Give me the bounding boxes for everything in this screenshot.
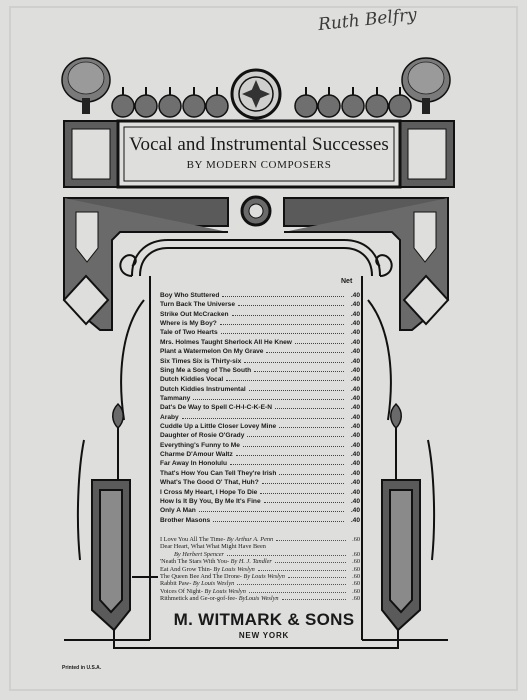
song-composer: - By Louis Weslyn <box>239 572 285 580</box>
song-row <box>160 459 360 468</box>
song-price: .40 <box>350 460 360 468</box>
song-title: Tammany <box>160 394 191 402</box>
dot-leader <box>254 371 344 372</box>
song-price: .40 <box>350 348 360 356</box>
song-row <box>160 516 360 525</box>
dot-leader <box>260 493 344 494</box>
dot-leader <box>247 436 344 437</box>
song-price: .60 <box>352 587 360 595</box>
dot-leader <box>232 315 344 316</box>
song-row <box>160 366 360 375</box>
song-row <box>160 310 360 319</box>
song-list-40 <box>160 291 360 525</box>
dot-leader <box>279 427 344 428</box>
dot-leader <box>276 540 346 541</box>
song-title: Brother Masons <box>160 516 211 524</box>
song-title: Rithmetick and Ge-or-gof-fee <box>160 595 236 603</box>
song-title: Voices Of Night <box>160 587 201 595</box>
song-row <box>160 394 360 403</box>
printed-note: Printed in U.S.A. <box>62 665 102 671</box>
song-title: Daughter of Rosie O'Grady <box>160 432 245 440</box>
song-row <box>160 431 360 440</box>
price-column-header: Net <box>341 278 353 285</box>
dot-leader <box>227 555 346 556</box>
dot-leader <box>213 521 344 522</box>
song-row <box>160 422 360 431</box>
dot-leader <box>236 455 344 456</box>
song-title: Charme D'Amour Waltz <box>160 451 233 459</box>
dot-leader <box>221 333 344 334</box>
dot-leader <box>249 592 346 593</box>
dot-leader <box>237 584 346 585</box>
song-row <box>160 469 360 478</box>
song-price: .60 <box>352 572 360 580</box>
song-price: .40 <box>350 310 360 318</box>
dot-leader <box>193 399 344 400</box>
song-title: Where is My Boy? <box>160 320 217 328</box>
dot-leader <box>264 502 344 503</box>
song-row <box>160 300 360 309</box>
song-title: Sing Me a Song of The South <box>160 366 252 374</box>
dot-leader <box>182 418 344 419</box>
song-row <box>160 385 360 394</box>
song-title: Cuddle Up a Little Closer Lovey Mine <box>160 423 277 431</box>
song-row <box>160 328 360 337</box>
song-title: Rabbit Paw <box>160 580 190 588</box>
song-price: .40 <box>350 423 360 431</box>
song-row <box>160 357 360 366</box>
song-title: Boy Who Stuttered <box>160 292 220 299</box>
dot-leader <box>258 570 346 571</box>
song-price: .60 <box>352 550 360 558</box>
song-price: .40 <box>350 451 360 459</box>
publisher-name: M. WITMARK & SONS <box>173 610 355 629</box>
dot-leader <box>262 483 344 484</box>
song-title: What's The Good O' That, Huh? <box>160 479 259 487</box>
song-title: Dear Heart, What What Might Have Been <box>160 543 266 551</box>
song-title: Far Away In Honolulu <box>160 460 228 468</box>
song-row <box>160 319 360 328</box>
song-row <box>160 441 360 450</box>
left-tree-icon <box>62 58 110 114</box>
left-flower-row <box>112 95 228 117</box>
song-price: .40 <box>350 385 360 393</box>
dot-leader <box>222 296 344 297</box>
title-box <box>124 129 394 183</box>
dot-leader <box>243 446 344 447</box>
song-row <box>160 338 360 347</box>
dot-leader <box>282 599 346 600</box>
page-title: Vocal and Instrumental Successes <box>129 134 389 155</box>
song-row <box>160 488 360 497</box>
song-row <box>160 291 360 300</box>
song-row <box>160 375 360 384</box>
song-row <box>160 536 360 543</box>
dot-leader <box>226 380 344 381</box>
song-composer: - By H. J. Tandler <box>226 558 272 566</box>
song-price: .60 <box>352 580 360 588</box>
song-price: .40 <box>350 516 360 524</box>
song-title: I Love You All The Time <box>160 536 224 543</box>
dot-leader <box>279 474 344 475</box>
song-price: .40 <box>350 469 360 477</box>
song-price: .40 <box>350 320 360 328</box>
song-price: .40 <box>350 338 360 346</box>
handwritten-signature: Ruth Belfry <box>317 4 418 36</box>
song-title: Dat's De Way to Spell C-H-I-C-K-E-N <box>160 404 272 412</box>
song-row <box>160 595 360 602</box>
song-price: .40 <box>350 479 360 487</box>
song-price: .40 <box>350 497 360 505</box>
song-title: Tale of Two Hearts <box>160 329 218 337</box>
song-price: .60 <box>352 565 360 573</box>
song-price: .40 <box>350 357 360 365</box>
song-row <box>160 566 360 573</box>
song-row <box>160 543 360 550</box>
song-title: Strike Out McCracken <box>160 310 229 318</box>
song-composer: - By Louis Weslyn <box>209 565 255 573</box>
dot-leader <box>230 464 344 465</box>
song-row <box>160 580 360 587</box>
song-price: .40 <box>350 366 360 374</box>
song-row <box>160 558 360 565</box>
song-row <box>160 347 360 356</box>
song-row <box>160 413 360 422</box>
song-composer: - By Louis Weslyn <box>189 580 235 588</box>
song-title: Dutch Kiddies Vocal <box>160 376 224 384</box>
song-title: The Queen Bee And The Drone <box>160 572 240 580</box>
song-title: 'Neath The Stars With You <box>160 558 227 566</box>
right-flower-row <box>295 95 411 117</box>
song-row <box>160 573 360 580</box>
song-title: Plant a Watermelon On My Grave <box>160 348 264 356</box>
song-price: .40 <box>350 329 360 337</box>
song-price: .60 <box>352 595 360 603</box>
dot-leader <box>275 408 344 409</box>
ink-mark <box>132 576 158 578</box>
dot-leader <box>266 352 344 353</box>
song-row <box>160 588 360 595</box>
song-title: Turn Back The Universe <box>160 301 235 309</box>
song-row <box>160 450 360 459</box>
song-title: That's How You Can Tell They're Irish <box>160 469 277 477</box>
publisher-city: NEW YORK <box>238 631 290 640</box>
song-title: Everything's Funny to Me <box>160 441 240 449</box>
page-subtitle: BY MODERN COMPOSERS <box>186 159 332 171</box>
song-price: .40 <box>350 488 360 496</box>
song-title: How Is It By You, By Me It's Fine <box>160 497 261 505</box>
song-row <box>160 506 360 515</box>
song-title: Araby <box>160 413 179 421</box>
song-price: .40 <box>350 507 360 515</box>
song-row <box>160 551 360 558</box>
song-row <box>160 403 360 412</box>
dot-leader <box>249 390 344 391</box>
song-price: .60 <box>352 536 360 543</box>
song-composer: - ByLouis Weslyn <box>235 595 279 603</box>
song-title: I Cross My Heart, I Hope To Die <box>160 488 258 496</box>
dot-leader <box>244 362 344 363</box>
dot-leader <box>295 343 344 344</box>
song-row <box>160 478 360 487</box>
song-price: .40 <box>350 441 360 449</box>
song-list-60 <box>160 536 360 603</box>
song-row <box>160 497 360 506</box>
song-composer: By Herbert Spencer <box>174 550 225 558</box>
song-price: .40 <box>350 394 360 402</box>
song-price: .40 <box>350 376 360 384</box>
song-title: Only A Man <box>160 507 196 515</box>
song-title: Mrs. Holmes Taught Sherlock All He Knew <box>160 338 292 346</box>
medallion-icon <box>232 70 280 118</box>
song-title: Six Times Six is Thirty-six <box>160 357 242 365</box>
song-price: .40 <box>350 432 360 440</box>
song-title: Eat And Grow Thin <box>160 565 210 573</box>
dot-leader <box>288 577 346 578</box>
dot-leader <box>275 562 346 563</box>
song-price: .40 <box>350 292 360 299</box>
song-price: .40 <box>350 413 360 421</box>
dot-leader <box>220 324 344 325</box>
dot-leader <box>238 305 344 306</box>
song-price: .60 <box>352 558 360 566</box>
song-price: .40 <box>350 301 360 309</box>
song-composer: - By Louis Weslyn <box>200 587 246 595</box>
dot-leader <box>199 511 344 512</box>
song-title: Dutch Kiddies Instrumental <box>160 385 246 393</box>
song-composer: - By Arthur A. Penn <box>223 536 274 543</box>
song-price: .40 <box>350 404 360 412</box>
